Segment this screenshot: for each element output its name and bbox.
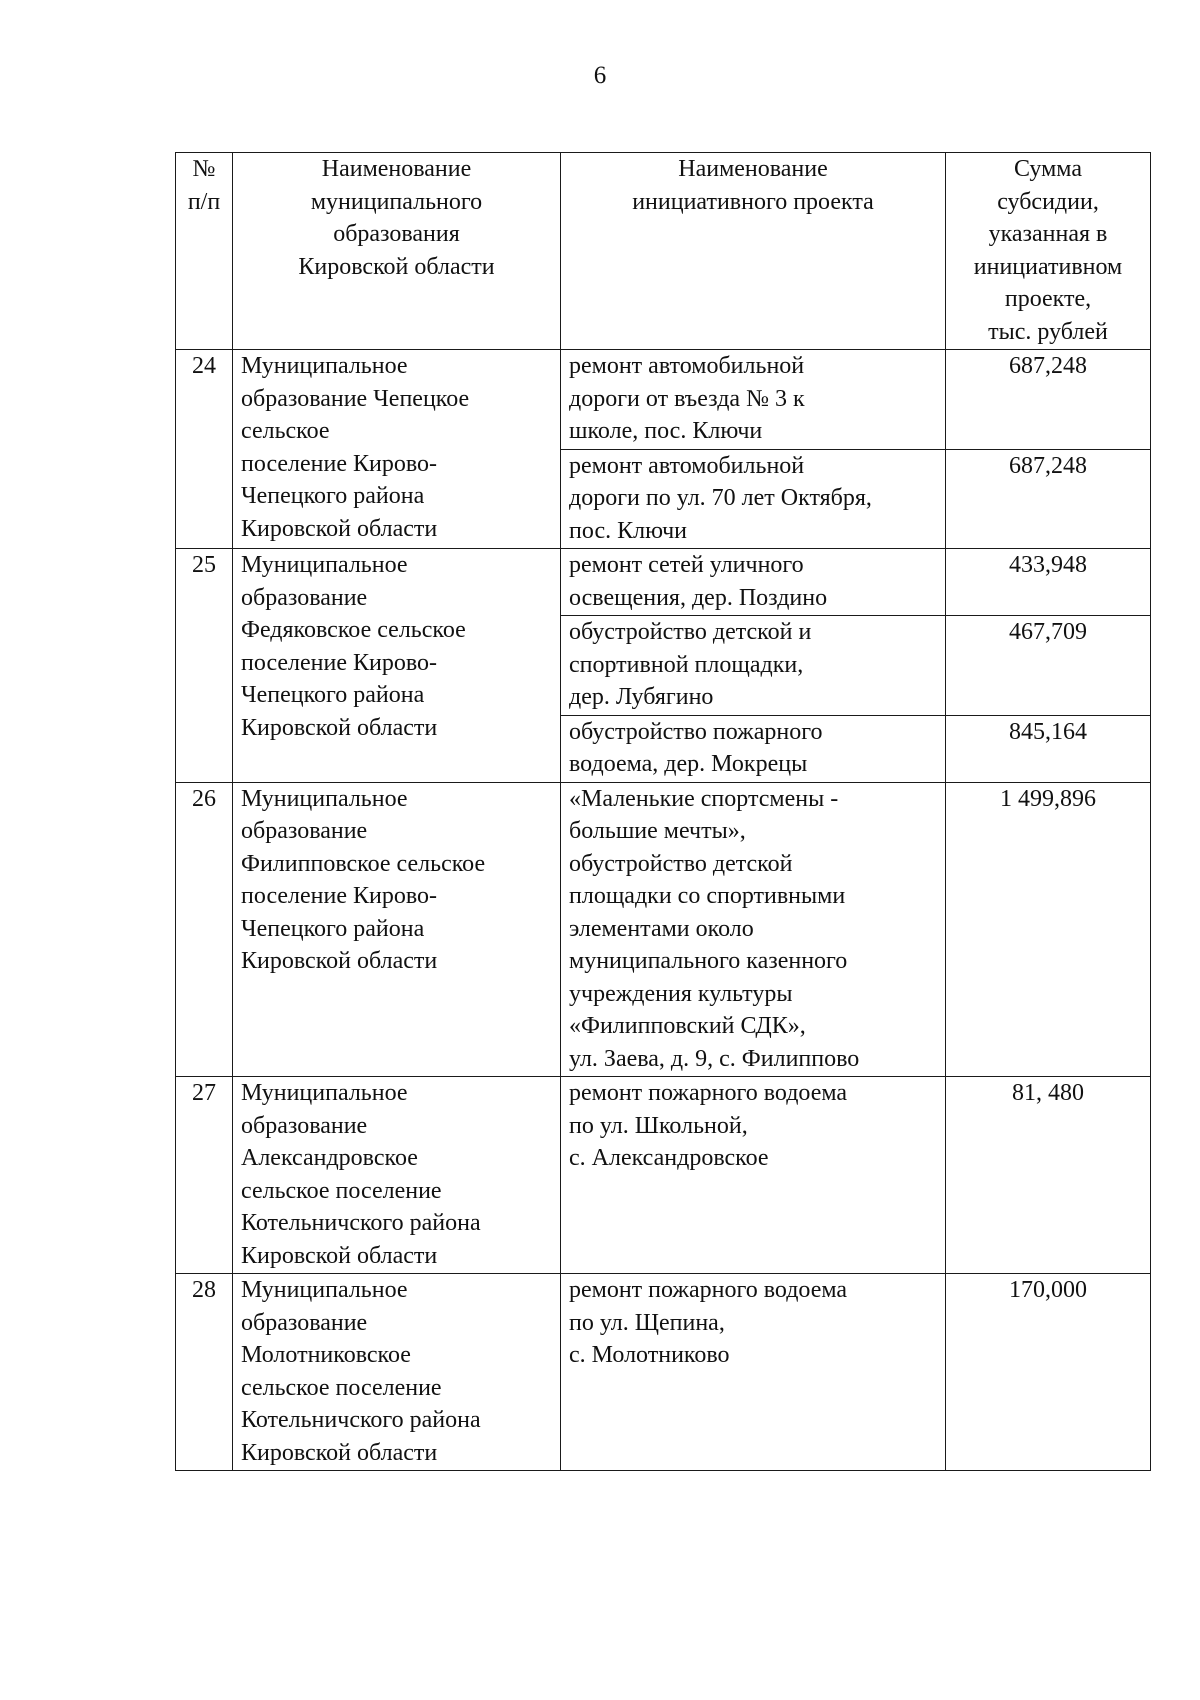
row-number: 24 [176, 350, 233, 549]
table-row [176, 549, 1151, 616]
subsidy-amount: 1 499,896 [946, 782, 1151, 1077]
header-num: № п/п [176, 153, 233, 350]
project-name: обустройство детской и спортивной площадки, дер. Лубягино [561, 616, 946, 716]
municipality-name: Муниципальное образование Филипповское сельское поселение Кирово- Чепецкого района Кировской области [233, 782, 561, 1077]
project-name: «Маленькие спортсмены - большие мечты», обустройство детской площадки со спортивными элементами около муниципального казенного учреждения культуры «Филипповский СДК», ул. Заева, д. 9, с. Филиппово [561, 782, 946, 1077]
municipality-name: Муниципальное образование Александровское сельское поселение Котельничского района Кировской области [233, 1077, 561, 1274]
row-number: 28 [176, 1274, 233, 1471]
table-header-row [176, 153, 1151, 350]
subsidy-amount: 467,709 [946, 616, 1151, 716]
subsidy-amount: 170,000 [946, 1274, 1151, 1471]
project-name: ремонт автомобильной дороги от въезда № 3 к школе, пос. Ключи [561, 350, 946, 450]
table-row [176, 1274, 1151, 1471]
municipality-name: Муниципальное образование Федяковское сельское поселение Кирово- Чепецкого района Кировской области [233, 549, 561, 783]
subsidy-table [175, 152, 1151, 1471]
page-number: 6 [593, 62, 607, 89]
header-sum: Сумма субсидии, указанная в инициативном проекте, тыс. рублей [946, 153, 1151, 350]
row-number: 27 [176, 1077, 233, 1274]
subsidy-amount: 845,164 [946, 715, 1151, 782]
municipality-name: Муниципальное образование Чепецкое сельское поселение Кирово- Чепецкого района Кировской области [233, 350, 561, 549]
project-name: обустройство пожарного водоема, дер. Мокрецы [561, 715, 946, 782]
row-number: 25 [176, 549, 233, 783]
municipality-name: Муниципальное образование Молотниковское сельское поселение Котельничского района Кировской области [233, 1274, 561, 1471]
project-name: ремонт пожарного водоема по ул. Щепина, с. Молотниково [561, 1274, 946, 1471]
subsidy-amount: 687,248 [946, 449, 1151, 549]
subsidy-amount: 687,248 [946, 350, 1151, 450]
header-municipality: Наименование муниципального образования Кировской области [233, 153, 561, 350]
subsidy-amount: 81, 480 [946, 1077, 1151, 1274]
row-number: 26 [176, 782, 233, 1077]
table-row [176, 782, 1151, 1077]
project-name: ремонт автомобильной дороги по ул. 70 лет Октября, пос. Ключи [561, 449, 946, 549]
table-row [176, 1077, 1151, 1274]
project-name: ремонт сетей уличного освещения, дер. Поздино [561, 549, 946, 616]
header-project: Наименование инициативного проекта [561, 153, 946, 350]
project-name: ремонт пожарного водоема по ул. Школьной, с. Александровское [561, 1077, 946, 1274]
table-row [176, 350, 1151, 450]
subsidy-amount: 433,948 [946, 549, 1151, 616]
